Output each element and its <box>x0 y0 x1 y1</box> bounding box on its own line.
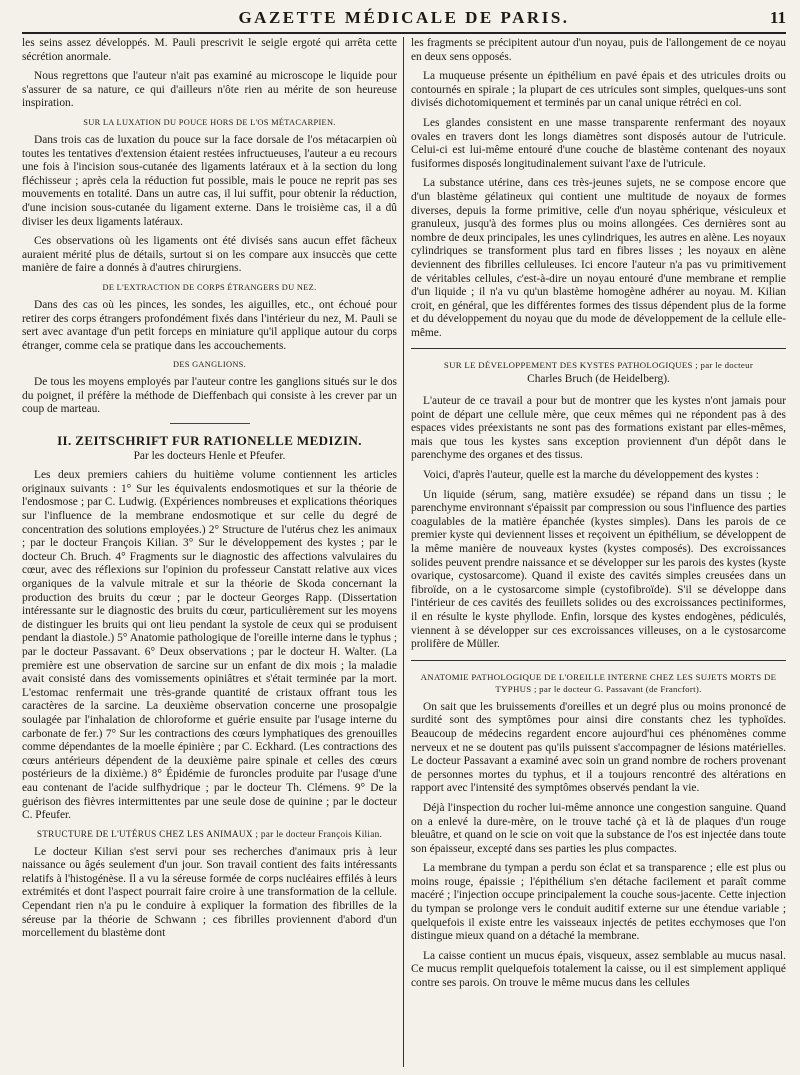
paragraph: On sait que les bruissements d'oreilles et un degré plus ou moins prononcé de surdité sont des symptômes pour ainsi dire constants chez les typhoïdes. Beaucoup de médecins regardent encore aujourd'hui ces phénomènes comme nerveux et ne se doutent pas qu'ils puissent s'accompagner de lésions matérielles. Le docteur Passavant a examiné avec soin un grand nombre de rochers provenant de personnes mortes du typhus, et il a toujours rencontré des altérations en rapport avec l'intensité des symptômes observés pendant la vie. <box>411 700 786 795</box>
section-heading: STRUCTURE DE L'UTÉRUS CHEZ LES ANIMAUX ; par le docteur François Kilian. <box>36 828 383 839</box>
section-authors: Par les docteurs Henle et Pfeufer. <box>133 449 286 462</box>
paragraph: Les glandes consistent en une masse transparente renfermant des noyaux ovales en travers dont les longs diamètres sont disposés autour de l'utricule. Celui-ci est lui-même entouré d'une couche de blastème contenant des noyaux fusiformes disposés longitudinalement suivant l'axe de l'utricule. <box>411 116 786 170</box>
paragraph: L'auteur de ce travail a pour but de montrer que les kystes n'ont jamais pour point de départ une cellule mère, que ceux mêmes qui ne répondent pas à des espaces vides préexistants ne sont pas des formations existant par elles-mêmes, mais que tous les kystes sans exception proviennent d'un dépôt dans le parenchyme des organes et des tissus. <box>411 395 786 462</box>
paragraph: Les deux premiers cahiers du huitième volume contiennent les articles originaux suivants : 1° Sur les équivalents endosmotiques et sur la théorie de l'endosmose ; par C. Ludwig. (Expériences nombreuses et explications théoriques sur l'influence de la membrane endosmotique et sur celle du degré de concentration des solutions employées.) 2° Structure de l'utérus chez les animaux ; par le docteur François Kilian. 3° Sur le développement des kystes ; par le docteur Ch. Bruch. 4° Fragments sur le diagnostic des affections valvulaires du cœur, avec des réflexions sur l'opinion du professeur Canstatt relative aux vices organiques de la valvule mitrale et sur la théorie de Skoda concernant la production des bruits du cœur ; par le docteur Georges Rapp. (Dissertation intéressante sur le diagnostic des bruits du cœur, particulièrement sur les moyens de distinguer les bruits qui ont lieu pendant la systole de ceux qui se produisent pendant la diastole.) 5° Anatomie pathologique de l'oreille interne dans le typhus ; par le docteur Passavant. 6° Deux observations ; par le docteur H. Walter. (La première est une observation de sarcine sur un enfant de dix mois ; la maladie avait consisté dans des vomissements opiniâtres et s'était terminée par la mort. L'estomac renfermait une très-grande quantité de cristaux offrant tous les caractères de la sarcine. La deuxième observation concerne une prosopalgie soulagée par l'inhalation de chloroforme et guérie ensuite par l'usage interne du carbonate de fer.) 7° Sur les contractions des cœurs lymphatiques des grenouilles comme dépendantes de la moelle épinière ; par C. Eckhard. (Les contractions des cœurs antérieurs dépendent de la deuxième paire spinale et celles des cœurs postérieurs de la dixième.) 8° Épidémie de furoncles produite par l'usage d'une eau contenant de l'acide sulfhydrique ; par le docteur Th. Clémens. 9° De la guérison des fièvres intermittentes par une seule dose de quinine ; par le docteur C. Pfeufer. <box>22 469 397 822</box>
columns <box>22 37 786 1067</box>
section-heading: ANATOMIE PATHOLOGIQUE DE L'OREILLE INTERNE CHEZ LES SUJETS MORTS DE TYPHUS ; par le docteur G. Passavant (de Francfort). <box>420 671 777 694</box>
paragraph: Déjà l'inspection du rocher lui-même annonce une congestion sanguine. Quand on a enlevé la dure-mère, on le trouve taché çà et là de plaques d'un rouge bleuâtre, et quand on le scie on voit que la substance de l'os est injectée dans toute son épaisseur, excepté dans ses parties les plus compactes. <box>411 801 786 855</box>
section-heading: SUR LA LUXATION DU POUCE HORS DE L'OS MÉTACARPIEN. <box>83 117 336 127</box>
section-heading: DES GANGLIONS. <box>172 360 247 370</box>
paragraph: La substance utérine, dans ces très-jeunes sujets, ne se compose encore que d'un blastème gélatineux qui contient une multitude de noyaux de formes diverses, depuis la forme primitive, celle d'un noyau sphérique, vésiculeux et granuleux, jusqu'à des formes plus ou moins allongées. Ces dernières sont au nombre de deux principales, les unes cylindriques, les autres en alène. Les noyaux cylindriques se transforment plus tard en fibres lisses ; les noyaux en alène deviennent des fibrilles celluleuses. Ici encore l'auteur n'a pas vu primitivement de véritables cellules, c'est-à-dire un noyau entouré d'une membrane et remplie d'un liquide ; il n'a vu qu'un blastème homogène adhérer au noyau. M. Kilian croit, en général, que les différentes formes des tissus dépendent plus de la forme et du développement du noyau que du mode de développement de la cellule elle-même. <box>411 177 786 339</box>
paragraph: les seins assez développés. M. Pauli prescrivit le seigle ergoté qui arrêta cette sécrétion anormale. <box>22 37 397 63</box>
paragraph: De tous les moyens employés par l'auteur contre les ganglions situés sur le dos du poignet, il préfère la méthode de Dieffenbach qui consiste à les crever par un coup de marteau. <box>22 376 397 416</box>
paragraph: La membrane du tympan a perdu son éclat et sa transparence ; elle est plus ou moins rouge, épaissie ; l'épithélium s'en détache facilement et paraît comme macéré ; l'injection occupe principalement la couche sous-jacente. Cette injection du tympan se prolonge vers le conduit auditif externe sur une étendue variable ; quelquefois il existe entre les vaisseaux injectés de petites ecchymoses que l'on distingue mieux quand on a détaché la membrane. <box>411 862 786 943</box>
paragraph: Nous regrettons que l'auteur n'ait pas examiné au microscope le liquide pour s'assurer de sa nature, ce qui d'ailleurs n'ôte rien au mérite de son heureuse inspiration. <box>22 70 397 110</box>
paragraph: Voici, d'après l'auteur, quelle est la marche du développement des kystes : <box>423 469 759 482</box>
paragraph: Le docteur Kilian s'est servi pour ses recherches d'animaux pris à leur naissance ou âgés seulement d'un jour. Son travail contient des faits intéressants relatifs à l'histogénèse. Il a vu la séreuse formée de corps nucléaires effilés à leurs extrémités et dont l'aspect pourrait faire croire à une transformation de la cellule. Cependant rien n'a pu le conduire à expliquer la formation des fibrilles de la séreuse par la théorie de Schwann ; ces fibrilles proviennent d'abord d'un morcellement du blastème dont <box>22 845 397 940</box>
masthead <box>22 8 786 34</box>
paragraph: La muqueuse présente un épithélium en pavé épais et des utricules droits ou contournés en spirale ; la plupart de ces utricules sont simples, quelques-uns sont divisés dichotomiquement et terminés par un canal unique rétréci en col. <box>411 70 786 110</box>
section-heading: SUR LE DÉVELOPPEMENT DES KYSTES PATHOLOGIQUES ; par le docteur <box>443 360 754 371</box>
right-column <box>403 37 786 1067</box>
paragraph: La caisse contient un mucus épais, visqueux, assez semblable au mucus nasal. Ce mucus remplit quelquefois totalement la caisse, ou il est simplement appliqué contre ses parois. On trouve le même mucus dans les cellules <box>411 949 786 990</box>
section-block <box>411 348 786 387</box>
journal-section-title: II. ZEITSCHRIFT FUR RATIONELLE MEDIZIN. <box>57 433 362 449</box>
paragraph: les fragments se précipitent autour d'un noyau, puis de l'allongement de ce noyau en deux sens opposés. <box>411 37 786 63</box>
left-column <box>22 37 403 1067</box>
paragraph: Ces observations où les ligaments ont été divisés sans aucun effet fâcheux auraient mérité plus de détails, surtout si on les compare aux insuccès que cette manière de faire a donnés à d'autres chirurgiens. <box>22 235 397 275</box>
section-author: Charles Bruch (de Heidelberg). <box>527 373 670 386</box>
paragraph: Un liquide (sérum, sang, matière exsudée) se répand dans un tissu ; le parenchyme environnant s'épaissit par compression ou sous l'influence des parties coagulables de la matière épanchée (kystes simples). Dans les parois de ce premier kyste qui deviennent lisses et reçoivent un épithélium, se développent de la même manière de nouveaux kystes (kystes composés). Des excroissances solides peuvent prendre naissance et se développer sur les parois des kystes (kyste ovarique, cystosarcome). Quand il existe des cavités simples creusées dans un fibroïde, on a le cystosarcome simple (cystofibroïde). S'il se développe dans l'intérieur de ces cavités des feuillets solides ou des excroissances pectiniformes, il en résulte le kyste phyllode. Enfin, lorsque des kystes endogènes, pédiculés, viennent à se développer sur ces excroissances villeuses, on a le cystosarcome prolifère de Müller. <box>411 488 786 651</box>
page-number: 11 <box>769 8 786 27</box>
section-block <box>411 660 786 695</box>
divider <box>170 423 250 424</box>
paragraph: Dans des cas où les pinces, les sondes, les aiguilles, etc., ont échoué pour retirer des corps étrangers profondément fixés dans l'intérieur du nez, M. Pauli se sert avec avantage d'un petit forceps en miniature qu'il applique autour du corps étranger, comme cela se pratique dans les accouchements. <box>22 298 397 352</box>
section-heading: DE L'EXTRACTION DE CORPS ÉTRANGERS DU NEZ. <box>102 282 317 292</box>
journal-title: GAZETTE MÉDICALE DE PARIS. <box>238 8 570 27</box>
paragraph: Dans trois cas de luxation du pouce sur la face dorsale de l'os métacarpien où toutes les tentatives d'extension étaient restées infructueuses, l'auteur a eu recours une fois à l'incision sous-cutanée des ligaments latéraux et à la section du long fléchisseur ; après cela la réduction fut possible, mais le pouce ne reprit pas ses mouvements en totalité. Dans un autre cas, il lui suffit, pour obtenir la réduction, d'une incision sous-cutanée du ligament externe. Dans le troisième cas, il a dû diviser les deux ligaments latéraux. <box>22 133 397 228</box>
